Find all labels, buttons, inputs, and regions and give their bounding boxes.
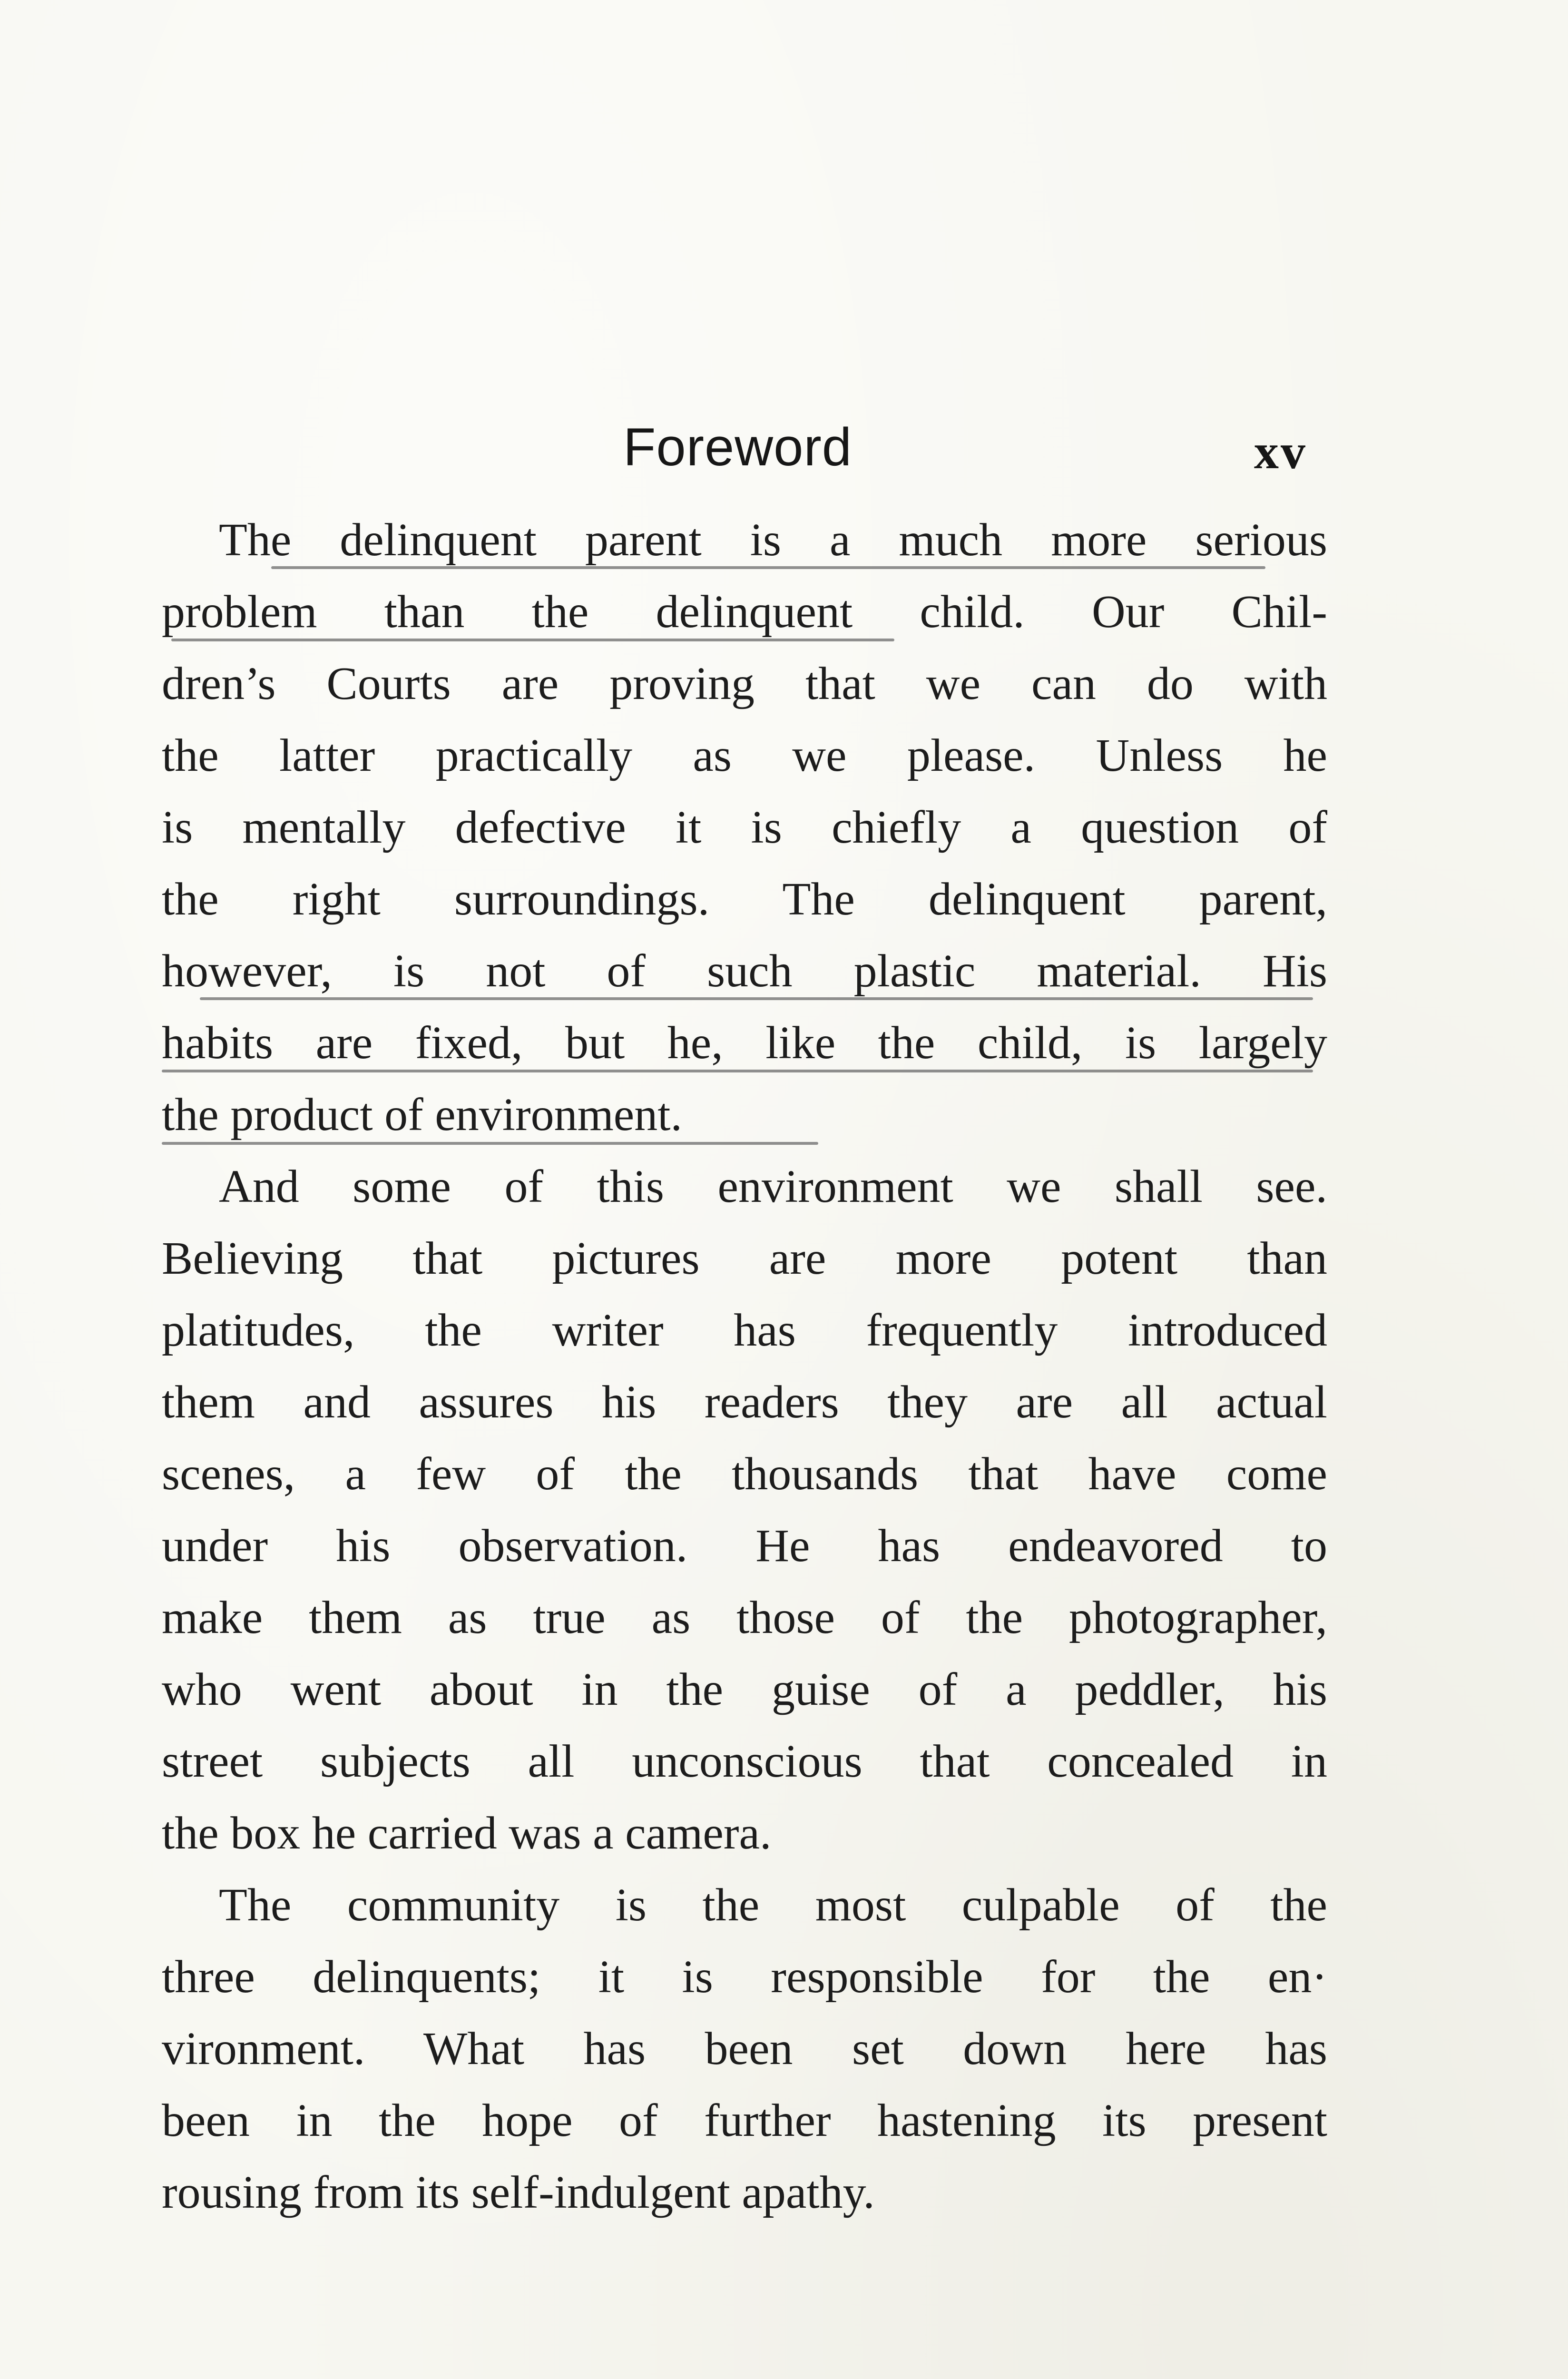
pencil-underline bbox=[271, 566, 1265, 569]
text-line: rousing from its self-indulgent apathy. bbox=[162, 2167, 875, 2218]
body-text bbox=[162, 504, 1327, 2229]
paragraph-1 bbox=[162, 504, 1327, 1151]
text-line: the box he carried was a camera. bbox=[162, 1808, 772, 1859]
pencil-underline bbox=[162, 1070, 1313, 1072]
pencil-underline bbox=[200, 997, 1313, 1000]
pencil-underline bbox=[162, 1142, 818, 1145]
text-line: Believing that pictures are more potent than bbox=[162, 1233, 1327, 1284]
text-line: the product of environment. bbox=[162, 1089, 683, 1140]
text-line: is mentally defective it is chiefly a question of bbox=[162, 802, 1327, 853]
page-number: xv bbox=[1254, 424, 1307, 479]
text-line: The delinquent parent is a much more serious bbox=[219, 514, 1327, 566]
text-line: dren’s Courts are proving that we can do with bbox=[162, 658, 1327, 709]
text-line: platitudes, the writer has frequently introduced bbox=[162, 1305, 1327, 1356]
text-line: however, is not of such plastic material. His bbox=[162, 945, 1327, 997]
text-line: make them as true as those of the photographer, bbox=[162, 1592, 1327, 1643]
text-line: three delinquents; it is responsible for the en· bbox=[162, 1951, 1327, 2003]
text-line: habits are fixed, but he, like the child, is largely bbox=[162, 1017, 1327, 1069]
paragraph-2 bbox=[162, 1151, 1327, 1869]
text-line: The community is the most culpable of the bbox=[219, 1879, 1327, 1931]
paragraph-3 bbox=[162, 1869, 1327, 2229]
text-line: under his observation. He has endeavored to bbox=[162, 1520, 1327, 1572]
text-line: And some of this environment we shall see. bbox=[219, 1161, 1327, 1212]
text-line: been in the hope of further hastening its present bbox=[162, 2095, 1327, 2146]
running-head bbox=[0, 414, 1568, 481]
text-line: the right surroundings. The delinquent parent, bbox=[162, 874, 1327, 925]
text-line: problem than the delinquent child. Our Chil- bbox=[162, 586, 1327, 638]
text-line: them and assures his readers they are all actual bbox=[162, 1376, 1327, 1428]
text-line: street subjects all unconscious that concealed in bbox=[162, 1736, 1327, 1787]
text-line: the latter practically as we please. Unless he bbox=[162, 730, 1327, 781]
pencil-underline bbox=[171, 639, 894, 641]
text-line: who went about in the guise of a peddler, his bbox=[162, 1664, 1327, 1715]
text-line: scenes, a few of the thousands that have come bbox=[162, 1448, 1327, 1500]
running-title: Foreword bbox=[623, 417, 853, 477]
text-line: vironment. What has been set down here has bbox=[162, 2023, 1327, 2074]
